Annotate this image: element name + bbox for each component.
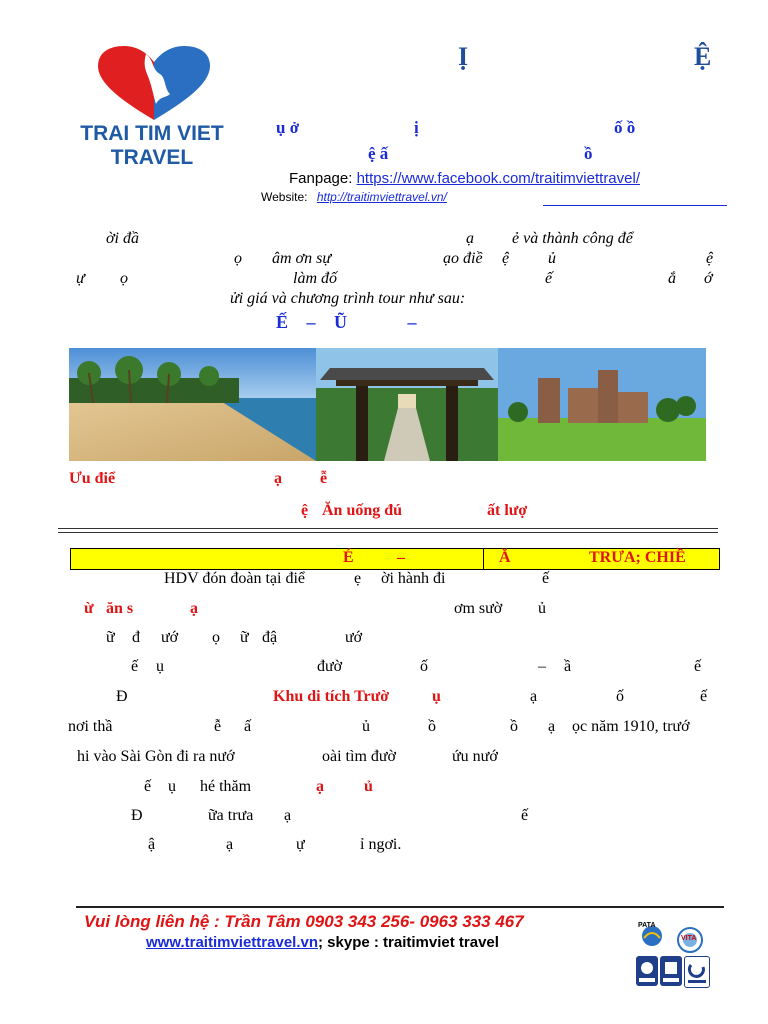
itin-l4-c: đườ: [317, 658, 343, 675]
highlights-line2-b: Ăn uống đú: [322, 502, 403, 519]
intro-line3-e: ắ: [668, 270, 676, 287]
itin-l4-d: ố: [420, 658, 428, 675]
itin-l2-d: ơm sườ: [454, 600, 503, 617]
footer-site-link[interactable]: www.traitimviettravel.vn: [146, 934, 319, 951]
intro-line3-a: ự: [76, 270, 85, 287]
itin-l1-b: ẹ: [354, 570, 362, 587]
itin-l7-c: ứu nướ: [452, 748, 498, 765]
itin-l1-c: ời hành đi: [381, 570, 446, 587]
website-label: Website:: [261, 190, 308, 204]
intro-line2-d: ệ: [502, 250, 510, 267]
itin-l1-a: HDV đón đoàn tại điể: [164, 570, 306, 587]
tour-title: [276, 312, 417, 333]
itin-l2-e: ủ: [538, 600, 546, 617]
intro-line1-a: ời đầ: [106, 230, 139, 247]
day-bar: [70, 548, 720, 570]
footer-contact: Vui lòng liên hệ : Trần Tâm 0903 343 256- 0963 333 467: [84, 912, 524, 931]
vita-label: VITA: [681, 935, 697, 942]
intro-line2-f: ệ: [706, 250, 714, 267]
itin-l10-d: ỉ ngơi.: [360, 836, 402, 853]
day-bar-right-a: Ă: [499, 549, 511, 566]
itin-l4-e: –: [538, 658, 546, 675]
itin-l9-d: ế: [521, 807, 529, 824]
pata-label: PATA: [638, 922, 656, 929]
website-underline: [543, 205, 727, 206]
page-title-left: Ị: [458, 42, 469, 71]
website-link[interactable]: http://traitimviettravel.vn/: [316, 190, 447, 204]
intro-line3-b: ọ: [120, 270, 128, 287]
page-title-right: Ệ: [694, 42, 712, 71]
itin-l5-d: ạ: [530, 688, 538, 705]
itin-l2-b: ăn s: [106, 600, 134, 617]
day-bar-left-b: –: [397, 549, 405, 566]
divider-top: [58, 528, 718, 529]
tour-title-b: –: [306, 312, 316, 332]
intro-line2-a: ọ: [234, 250, 242, 267]
pata-badge: [640, 924, 664, 948]
itin-l4-a: ế: [131, 658, 139, 675]
itin-l1-d: ế: [542, 570, 550, 587]
itin-l5-f: ế: [700, 688, 708, 705]
itin-l8-e: ủ: [364, 778, 373, 795]
itin-l9-b: ữa trưa: [208, 807, 254, 824]
itin-l6-a: nơi thầ: [68, 718, 113, 735]
company-logo: [72, 40, 232, 170]
footer-links: [146, 934, 499, 951]
cert-badge-3: [684, 956, 710, 988]
intro-line3-d: ế: [545, 270, 553, 287]
itin-l5-c: ụ: [432, 688, 441, 705]
intro-line2-c: ạo điề: [443, 250, 483, 267]
intro-line4: ửi giá và chương trình tour như sau:: [230, 290, 466, 307]
highlights-c: ễ: [320, 470, 328, 487]
intro-line2-b: âm ơn sự: [272, 250, 332, 267]
fanpage-label: Fanpage:: [289, 170, 353, 187]
itin-l8-a: ế: [144, 778, 152, 795]
logo-line1: TRAI TIM VIET: [80, 122, 224, 145]
itin-l2-c: ạ: [190, 600, 198, 617]
itin-l6-c: ấ: [244, 718, 252, 735]
itin-l3-g: ướ: [345, 629, 363, 646]
itin-l10-a: ậ: [148, 836, 156, 853]
header-line1-c: ố ồ: [614, 118, 636, 137]
itin-l8-d: ạ: [316, 778, 324, 795]
itin-l8-b: ụ: [168, 778, 176, 795]
itin-l3-a: ữ: [106, 629, 115, 646]
tour-title-c: Ũ: [334, 312, 348, 332]
intro-line3-c: làm đố: [293, 270, 337, 287]
highlights-line2-c: ất lượ: [487, 502, 528, 519]
header-line1-b: ị: [414, 118, 419, 137]
divider-bottom: [58, 532, 718, 533]
itin-l6-h: ọc năm 1910, trướ: [572, 718, 690, 735]
itin-l5-e: ố: [616, 688, 624, 705]
itin-l7-a: hi vào Sài Gòn đi ra nướ: [77, 748, 235, 765]
itin-l6-f: ồ: [510, 718, 518, 735]
cert-badge-2: [660, 956, 682, 986]
itin-l2-a: ừ: [84, 600, 94, 617]
day-bar-left-a: É: [343, 549, 354, 566]
itin-l3-b: đ: [132, 629, 140, 646]
itin-l4-f: ầ: [564, 658, 572, 675]
highlights-a: Ưu điể: [69, 470, 116, 487]
itin-l9-a: Đ: [131, 807, 143, 824]
header-line2-a: ệ ấ: [368, 144, 389, 163]
intro-line1-c: ẻ và thành công để: [512, 230, 633, 247]
footer-skype: ; skype : traitimviet travel: [318, 934, 499, 951]
castle-photo: [498, 348, 706, 461]
itin-l6-e: ồ: [428, 718, 436, 735]
itin-l4-b: ụ: [156, 658, 164, 675]
itin-l7-b: oài tìm đườ: [322, 748, 397, 765]
itin-l10-b: ạ: [226, 836, 234, 853]
itin-l3-c: ướ: [161, 629, 179, 646]
footer-rule: [76, 906, 724, 908]
itin-l6-g: ạ: [548, 718, 556, 735]
itin-l10-c: ự: [296, 836, 305, 853]
intro-line2-e: ủ: [548, 250, 556, 267]
highlights-b: ạ: [274, 470, 282, 487]
gate-photo: [316, 348, 498, 461]
fanpage-link[interactable]: https://www.facebook.com/traitimviettravel/: [356, 170, 640, 187]
itin-l8-c: hé thăm: [200, 778, 252, 795]
highlights-line2-a: ệ: [301, 502, 309, 519]
heart-map-icon: [94, 44, 214, 122]
day-bar-right-b: TRƯA; CHIỀ: [589, 549, 686, 566]
vita-badge: [676, 926, 704, 954]
header-line2-b: ồ: [584, 144, 593, 163]
itin-l3-e: ữ: [240, 629, 249, 646]
itin-l6-d: ủ: [362, 718, 370, 735]
itin-l3-f: đậ: [262, 629, 278, 646]
fanpage-row: [289, 170, 640, 187]
cert-badge-1: [636, 956, 658, 986]
tour-title-a: Ế: [276, 312, 289, 332]
website-row: [261, 190, 447, 204]
intro-line1-b: ạ: [466, 230, 474, 247]
itin-l5-b: Khu di tích Trườ: [273, 688, 390, 705]
intro-line3-f: ớ: [704, 270, 713, 287]
itin-l9-c: ạ: [284, 807, 292, 824]
tour-title-d: –: [407, 312, 417, 332]
header-line1-a: ụ ở: [276, 118, 300, 137]
itin-l3-d: ọ: [212, 629, 220, 646]
itin-l6-b: ễ: [214, 718, 222, 735]
beach-photo: [69, 348, 316, 461]
itin-l4-g: ế: [694, 658, 702, 675]
logo-line2: TRAVEL: [110, 146, 194, 169]
itin-l5-a: Đ: [116, 688, 128, 705]
